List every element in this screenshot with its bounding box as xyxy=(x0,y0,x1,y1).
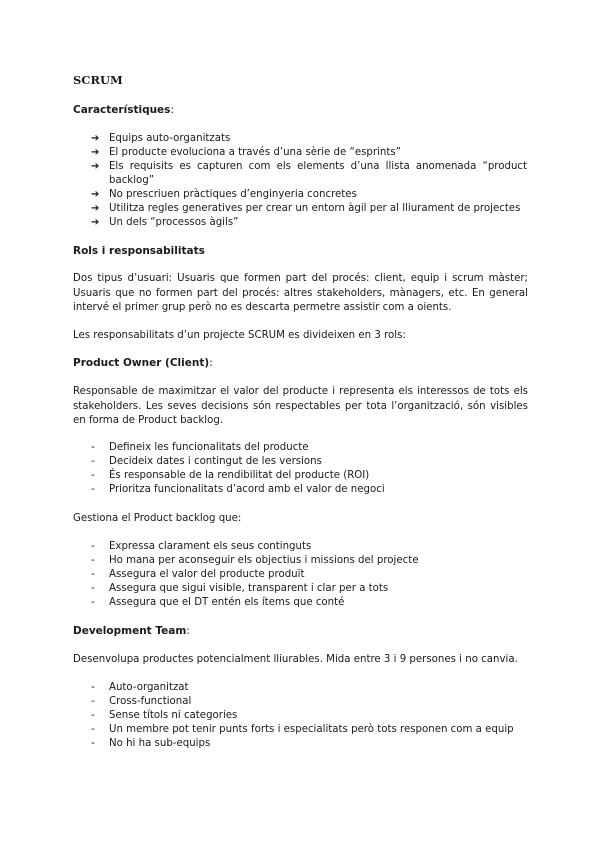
product-owner-heading-text: Product Owner (Client) xyxy=(73,357,210,369)
arrow-bullet-icon: ➔ xyxy=(91,203,100,214)
product-owner-paragraph: Responsable de maximitzar el valor del producte i representa els interessos de tots els stakeholders. Les seves decisions són respectables per tota l’organització, són visibles en forma de Product backlog. xyxy=(73,386,528,426)
characteristics-heading xyxy=(73,104,174,116)
dash-bullet: - xyxy=(91,597,95,608)
list-item: - Assegura el valor del producte produït xyxy=(91,569,305,580)
dash-bullet: - xyxy=(91,696,95,707)
characteristics-list xyxy=(0,132,527,230)
list-item: - Ho mana per aconseguir els objectius i missions del projecte xyxy=(91,555,419,566)
dash-bullet: - xyxy=(91,738,95,749)
dash-bullet: - xyxy=(91,555,95,566)
dash-bullet: - xyxy=(91,470,95,481)
roles-paragraph: Dos tipus d’usuari: Usuaris que formen part del procés: client, equip i scrum màster; Usuaris que no formen part del procés: altres stakeholders, mànagers, etc. En general intervé el primer grup però no es descarta permetre assistir com a oients. xyxy=(73,273,528,313)
list-item: - Decideix dates i contingut de les versions xyxy=(91,456,322,467)
list-item: - Assegura que sigui visible, transparent i clar per a tots xyxy=(91,583,389,594)
page-title: SCRUM xyxy=(73,73,123,87)
dev-team-heading-text: Development Team xyxy=(73,625,187,637)
dev-team-paragraph: Desenvolupa productes potencialment lliurables. Mida entre 3 i 9 persones i no canvia. xyxy=(73,654,518,665)
backlog-list xyxy=(0,540,527,610)
dash-bullet: - xyxy=(91,442,95,453)
list-item: - Defineix les funcionalitats del producte xyxy=(91,442,309,453)
characteristics-heading-text: Característiques xyxy=(73,104,171,116)
list-item: ➔ El producte evoluciona a través d’una sèrie de “esprints” xyxy=(91,147,401,158)
arrow-bullet-icon: ➔ xyxy=(91,161,100,172)
arrow-bullet-icon: ➔ xyxy=(91,189,100,200)
list-item: - Expressa clarament els seus continguts xyxy=(91,541,312,552)
product-owner-heading-colon: : xyxy=(209,357,213,369)
list-item: - Un membre pot tenir punts forts i especialitats però tots responen com a equip xyxy=(91,724,514,735)
dev-team-heading xyxy=(73,625,190,637)
dash-bullet: - xyxy=(91,456,95,467)
roles-count-paragraph: Les responsabilitats d’un projecte SCRUM es divideixen en 3 rols: xyxy=(73,330,406,341)
dev-team-heading-colon: : xyxy=(186,625,190,637)
roles-heading: Rols i responsabilitats xyxy=(73,245,205,257)
dash-bullet: - xyxy=(91,583,95,594)
list-item: - És responsable de la rendibilitat del producte (ROI) xyxy=(91,470,370,481)
list-item: ➔ No prescriuen pràctiques d’enginyeria concretes xyxy=(91,189,357,200)
list-item: - Auto-organitzat xyxy=(91,682,189,693)
dash-bullet: - xyxy=(91,682,95,693)
product-owner-heading xyxy=(73,357,213,369)
product-owner-list xyxy=(0,441,527,497)
dash-bullet: - xyxy=(91,710,95,721)
dev-team-list xyxy=(0,681,527,751)
list-item: - Sense títols ni categories xyxy=(91,710,238,721)
list-item: - No hi ha sub-equips xyxy=(91,738,211,749)
list-item: - Prioritza funcionalitats d’acord amb el valor de negoci xyxy=(91,484,385,495)
dash-bullet: - xyxy=(91,569,95,580)
list-item: - Cross-functional xyxy=(91,696,192,707)
backlog-intro: Gestiona el Product backlog que: xyxy=(73,513,242,524)
dash-bullet: - xyxy=(91,724,95,735)
arrow-bullet-icon: ➔ xyxy=(91,217,100,228)
dash-bullet: - xyxy=(91,484,95,495)
characteristics-heading-colon: : xyxy=(170,104,174,116)
dash-bullet: - xyxy=(91,541,95,552)
list-item: ➔ Un dels “processos àgils” xyxy=(91,217,239,228)
arrow-bullet-icon: ➔ xyxy=(91,147,100,158)
list-item: ➔ Els requisits es capturen com els elements d’una llista anomenada “product backlog” xyxy=(91,161,527,186)
list-item: ➔ Equips auto-organitzats xyxy=(91,133,231,144)
list-item: ➔ Utilitza regles generatives per crear un entorn àgil per al lliurament de projectes xyxy=(91,203,521,214)
list-item: - Assegura que el DT entén els ítems que conté xyxy=(91,597,345,608)
arrow-bullet-icon: ➔ xyxy=(91,133,100,144)
